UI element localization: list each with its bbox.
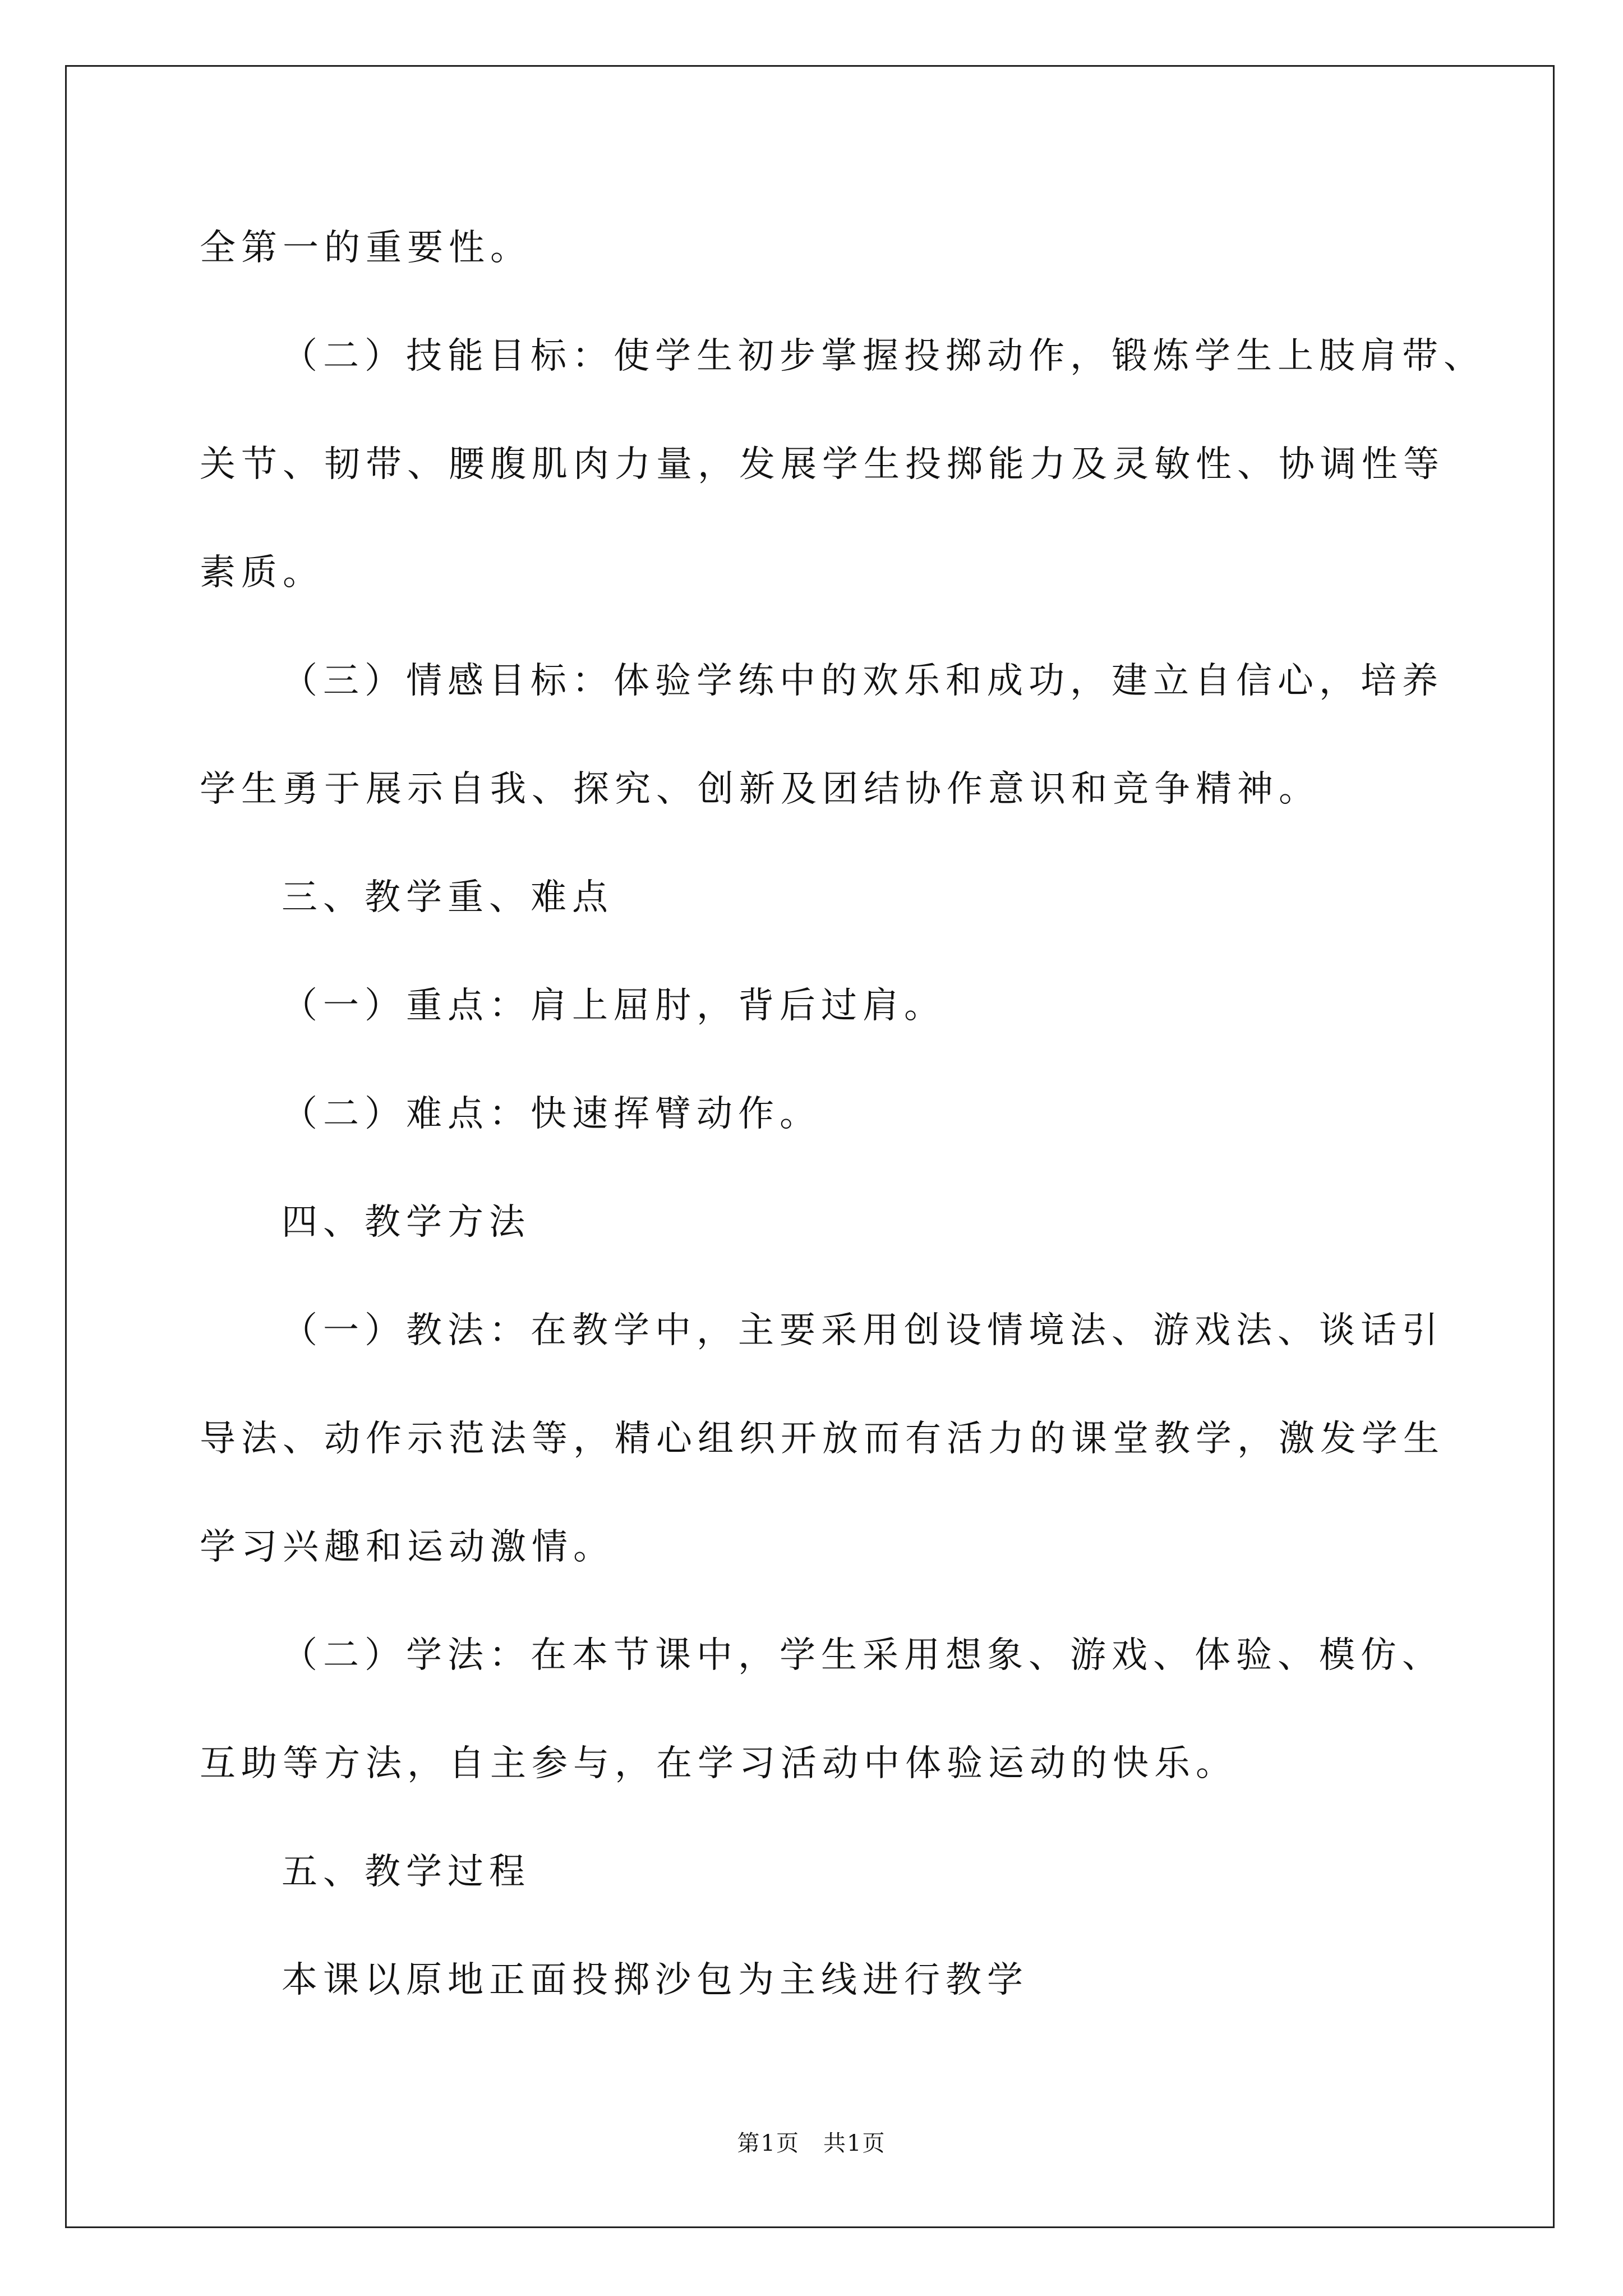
text-line: （一）教法：在教学中，主要采用创设情境法、游戏法、谈话引: [282, 1310, 1444, 1351]
text-line: 素质。: [200, 552, 324, 593]
text-line: （二）技能目标：使学生初步掌握投掷动作，锻炼学生上肢肩带、: [282, 335, 1485, 377]
text-line: 导法、动作示范法等，精心组织开放而有活力的课堂教学，激发学生: [200, 1418, 1445, 1460]
page-footer: 第1页 共1页: [737, 2131, 886, 2156]
text-line: （二）学法：在本节课中，学生采用想象、游戏、体验、模仿、: [282, 1635, 1444, 1676]
text-line: （二）难点：快速挥臂动作。: [282, 1093, 821, 1135]
text-line: 学习兴趣和运动激情。: [200, 1526, 615, 1568]
text-line: 本课以原地正面投掷沙包为主线进行教学: [282, 1959, 1029, 2001]
section-heading: 五、教学过程: [282, 1851, 531, 1893]
text-line: 关节、韧带、腰腹肌肉力量，发展学生投掷能力及灵敏性、协调性等: [200, 444, 1445, 485]
text-line: 学生勇于展示自我、探究、创新及团结协作意识和竞争精神。: [200, 769, 1320, 810]
text-line: （一）重点：肩上屈肘，背后过肩。: [282, 985, 946, 1027]
text-line: 全第一的重要性。: [200, 227, 532, 269]
page-border: [65, 65, 1555, 2228]
text-line: 互助等方法，自主参与，在学习活动中体验运动的快乐。: [200, 1743, 1237, 1784]
section-heading: 四、教学方法: [282, 1202, 531, 1243]
text-line: （三）情感目标：体验学练中的欢乐和成功，建立自信心，培养: [282, 660, 1444, 702]
section-heading: 三、教学重、难点: [282, 877, 614, 918]
